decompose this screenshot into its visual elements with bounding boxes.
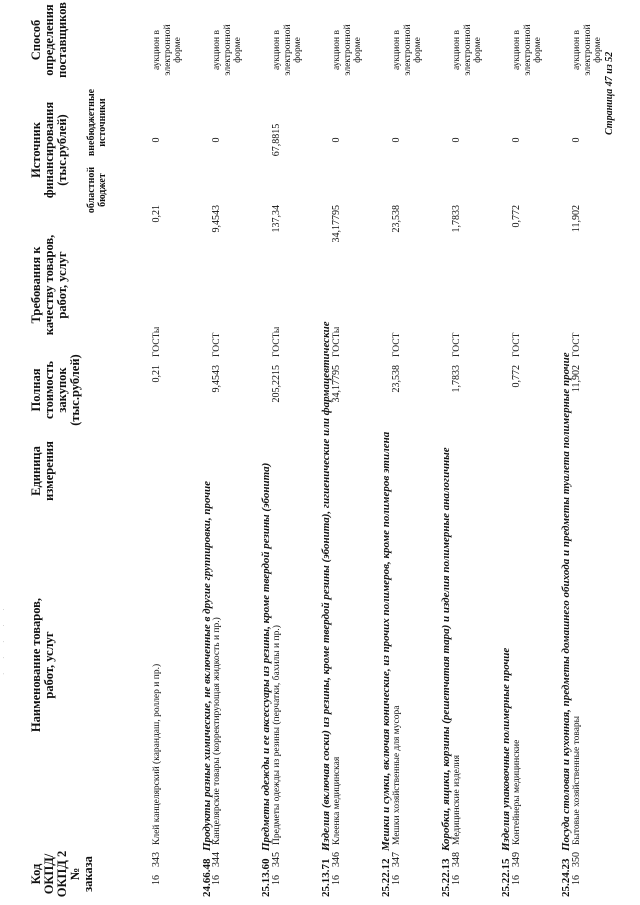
row-cost: 0,772 [511,365,522,388]
header-source-extra: внебюджетные источники [86,88,108,157]
group-code: 25.22.15 [500,858,512,897]
group-title: Изделия (включая соски) из резины, кроме твердой резины (эбонита), гигиенические или фармацевтические [320,321,332,851]
row-requirements: ГОСТ [392,332,402,357]
row-regional-budget: 0,772 [511,205,522,228]
row-order-number: 347 [391,852,402,867]
row-method: аукцион в электронной форме [152,24,183,76]
row-cost: 23,538 [391,365,402,393]
group-code: 24.66.48 [201,858,213,897]
row-order-number: 346 [331,852,342,867]
row-cost: 11,902 [571,365,582,393]
group-heading [260,463,272,897]
row-extra-sources: 0 [151,137,162,143]
group-heading [560,352,572,897]
group-code: 25.13.71 [320,858,332,897]
row-extra-sources: 0 [211,137,222,143]
row-requirements: ГОСТ [512,332,522,357]
row-name: Канцелярские товары (корректирующая жидкость и пр.) [212,617,222,845]
row-name: Контейнеры медицинские [512,739,522,845]
table-row [452,0,492,905]
table-row [212,0,252,905]
row-cost: 1,7833 [451,365,462,393]
group-heading [320,321,332,897]
header-unit: Единица измерения [29,441,56,501]
row-regional-budget: 0,21 [151,205,162,223]
row-method: аукцион в электронной форме [392,24,423,76]
group-title: Изделия упаковочные полимерные прочие [500,647,512,851]
row-regional-budget: 9,4543 [211,205,222,233]
row-name: Клей канцелярский (карандаш, роллер и пр.) [152,663,162,845]
row-cost: 9,4543 [211,365,222,393]
row-name: Бытовые хозяйственные товары [572,715,582,845]
group-code: 25.24.23 [560,858,572,897]
row-extra-sources: 0 [571,137,582,143]
header-code: Код ОКПД/ ОКПД 2 № заказа [29,850,95,898]
row-cost: 205,2215 [271,365,282,403]
row-regional-budget: 1,7833 [451,205,462,233]
row-method: аукцион в электронной форме [332,24,363,76]
row-method: аукцион в электронной форме [452,24,483,76]
row-requirements: ГОСТ [452,332,462,357]
group-title: Мешки и сумки, включая конические, из прочих полимеров, кроме полимеров этилена [380,431,392,851]
row-order-number: 345 [271,852,282,867]
row-regional-budget: 34,17795 [331,205,342,243]
scan-noise: · · · · · [0,602,8,675]
row-code: 16 [391,875,402,885]
table-row [392,0,432,905]
row-extra-sources: 0 [511,137,522,143]
group-heading [440,447,452,897]
row-requirements: ГОСТ [572,332,582,357]
group-title: Посуда столовая и кухонная, предметы домашнего обихода и предметы туалета полимерные прочие [560,352,572,851]
row-order-number: 344 [211,852,222,867]
row-method: аукцион в электронной форме [512,24,543,76]
header-cost: Полная стоимость закупок (тыс.рублей) [29,354,82,426]
group-title: Предметы одежды и ее аксессуары из резины, кроме твердой резины (эбонита) [260,462,272,851]
row-requirements: ГОСТы [332,326,342,357]
row-extra-sources: 0 [391,137,402,143]
row-regional-budget: 23,538 [391,205,402,233]
row-requirements: ГОСТы [152,326,162,357]
row-order-number: 348 [451,852,462,867]
group-code: 25.22.13 [440,858,452,897]
row-regional-budget: 137,34 [271,205,282,233]
table-row [272,0,312,905]
row-order-number: 350 [571,852,582,867]
header-method: Способ определения поставщиков [29,2,69,78]
row-order-number: 349 [511,852,522,867]
row-code: 16 [511,875,522,885]
row-name: Предметы одежды из резины (перчатки, бахилы и пр.) [272,625,282,845]
row-name: Мешки хозяйственные для мусора [392,705,402,845]
table-row [152,0,192,905]
row-code: 16 [331,875,342,885]
row-name: Клеенка медицинская [332,756,342,845]
page-footer: Страница 47 из 52 [604,51,615,135]
row-requirements: ГОСТы [272,326,282,357]
row-regional-budget: 11,902 [571,205,582,233]
row-method: аукцион в электронной форме [212,24,243,76]
row-code: 16 [271,875,282,885]
header-name: Наименование товаров, работ, услуг [29,597,56,733]
group-code: 25.13.60 [260,858,272,897]
row-extra-sources: 0 [331,137,342,143]
header-source-regional: областной бюджет [86,166,108,214]
row-code: 16 [451,875,462,885]
row-code: 16 [571,875,582,885]
row-name: Медицинские изделия [452,755,462,845]
table-row [512,0,552,905]
header-source: Источник финансирования (тыс.рублей) [29,101,69,199]
row-cost: 0,21 [151,365,162,383]
row-code: 16 [211,875,222,885]
row-method: аукцион в электронной форме [272,24,303,76]
row-extra-sources: 0 [451,137,462,143]
row-requirements: ГОСТ [212,332,222,357]
row-order-number: 343 [151,852,162,867]
group-title: Коробки, ящики, корзины (решетчатая тара) и изделия полимерные аналогичные [440,447,452,851]
row-method: аукцион в электронной форме [572,24,603,76]
row-code: 16 [151,875,162,885]
table-row [332,0,372,905]
group-code: 25.22.12 [380,858,392,897]
group-title: Продукты разные химические, не включенные в другие группировки, прочие [201,480,213,851]
header-requirements: Требования к качеству товаров, работ, услуг [29,234,69,336]
row-extra-sources: 67,8815 [271,123,282,157]
table-row [572,0,612,905]
group-heading [380,432,392,897]
row-cost: 34,17795 [331,365,342,403]
